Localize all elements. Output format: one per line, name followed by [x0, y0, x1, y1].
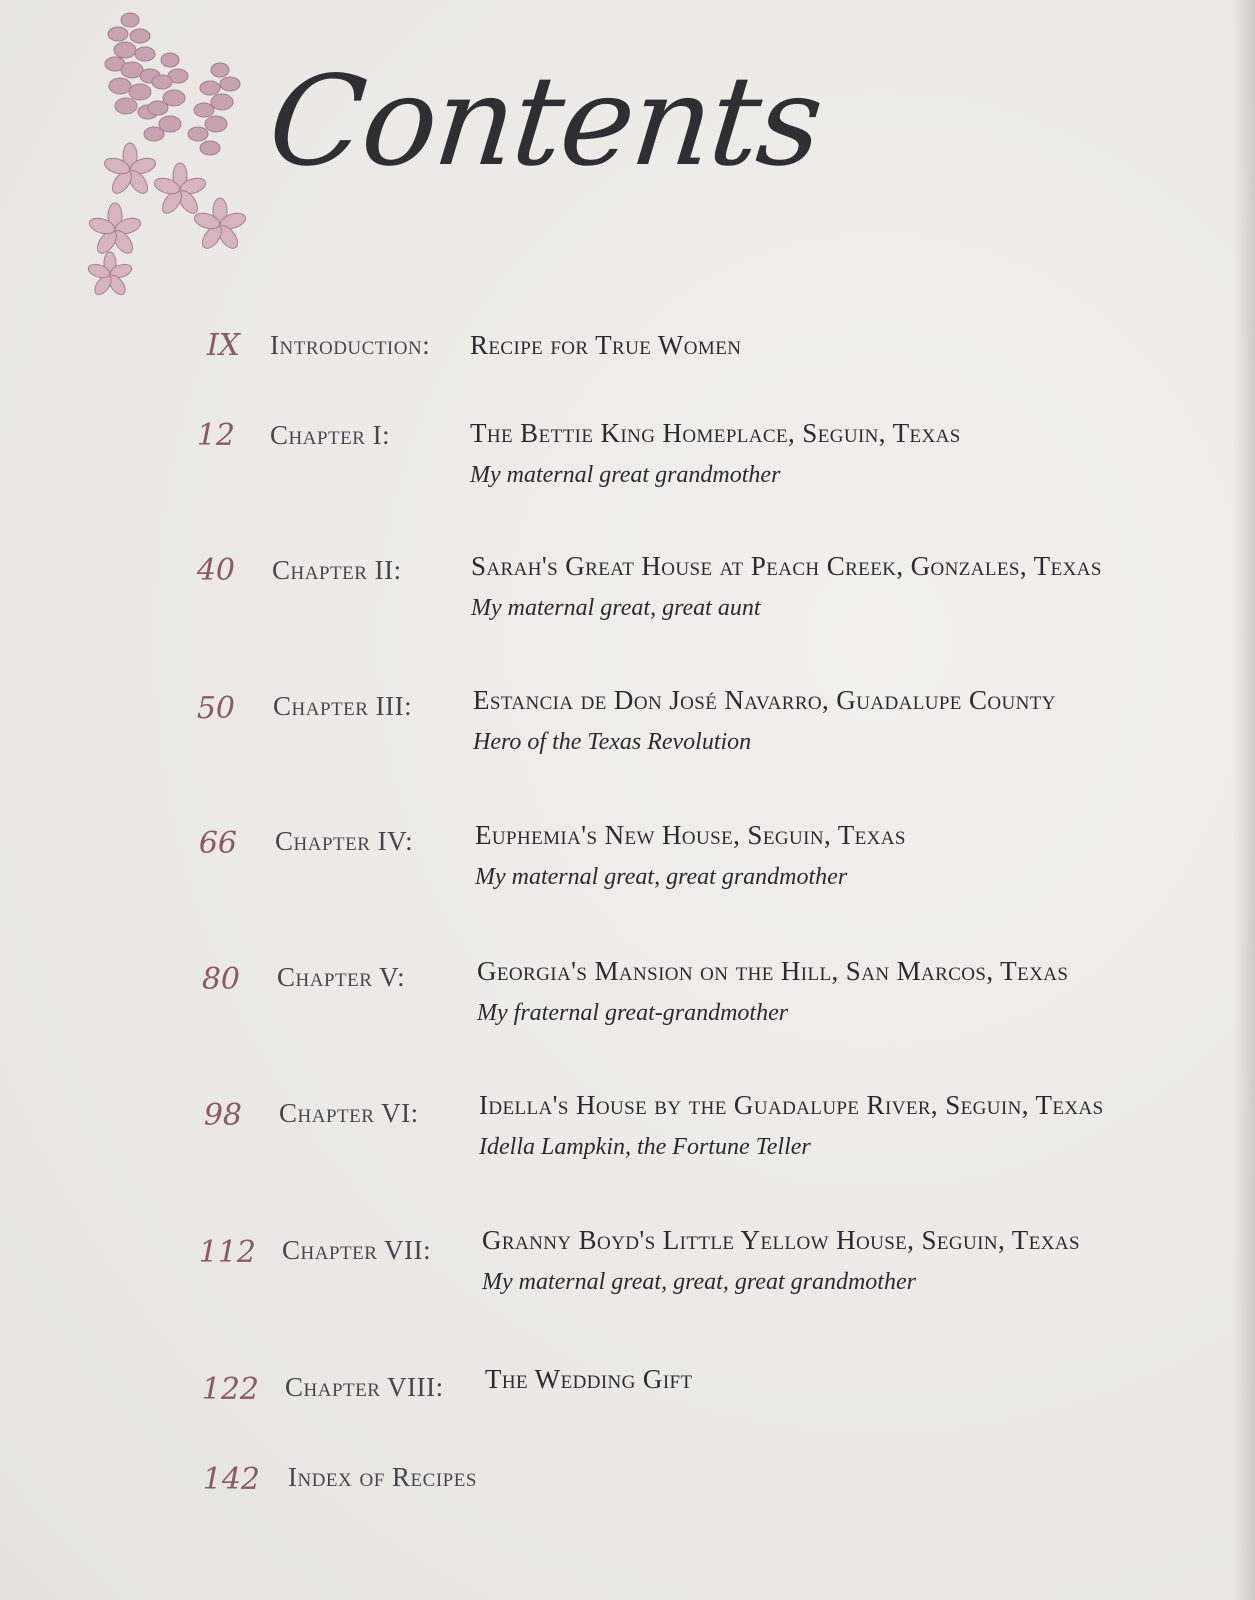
toc-subtitle: My maternal great, great grandmother: [475, 864, 848, 890]
toc-subtitle: Hero of the Texas Revolution: [473, 729, 752, 755]
toc-subtitle: Idella Lampkin, the Fortune Teller: [479, 1134, 811, 1160]
toc-heading: The Wedding Gift: [485, 1364, 693, 1394]
toc-label: Chapter III:: [273, 691, 413, 721]
toc-subtitle: My maternal great, great aunt: [471, 595, 761, 621]
toc-heading: Estancia de Don José Navarro, Guadalupe County: [473, 685, 1056, 715]
toc-heading: The Bettie King Homeplace, Seguin, Texas: [470, 418, 961, 448]
flower-stalk-middle: [144, 53, 188, 141]
toc-heading: Sarah's Great House at Peach Creek, Gonzales, Texas: [471, 551, 1102, 581]
toc-subtitle: My maternal great grandmother: [470, 462, 781, 488]
toc-label: Chapter IV:: [275, 826, 414, 856]
page-title: Contents: [262, 50, 828, 194]
toc-subtitle: My fraternal great-grandmother: [477, 1000, 789, 1026]
lavender-flower-icon: [70, 0, 270, 300]
toc-label: Chapter VII:: [282, 1235, 432, 1265]
toc-heading: Recipe for True Women: [470, 330, 742, 360]
flower-stalk-right: [188, 63, 240, 155]
page-edge-shadow: [1233, 0, 1255, 1600]
toc-label: Chapter VI:: [279, 1098, 419, 1128]
toc-label: Chapter II:: [272, 555, 402, 585]
toc-page-number: 98: [203, 1098, 242, 1133]
toc-page-number: 50: [196, 691, 235, 726]
toc-page-number: 80: [201, 962, 240, 997]
toc-page-number: 12: [196, 418, 235, 453]
toc-page-number: IX: [206, 328, 240, 363]
toc-label: Chapter V:: [277, 962, 406, 992]
toc-label: Chapter VIII:: [285, 1372, 444, 1402]
toc-page-number: 142: [202, 1462, 260, 1497]
toc-page-number: 66: [198, 826, 237, 861]
toc-subtitle: My maternal great, great, great grandmother: [482, 1269, 916, 1295]
toc-label: Chapter I:: [270, 420, 391, 450]
toc-heading: Granny Boyd's Little Yellow House, Seguin, Texas: [482, 1225, 1080, 1255]
toc-heading: Georgia's Mansion on the Hill, San Marcos, Texas: [477, 956, 1069, 986]
toc-heading: Euphemia's New House, Seguin, Texas: [475, 820, 906, 850]
toc-page-number: 40: [196, 553, 235, 588]
toc-heading: Idella's House by the Guadalupe River, Seguin, Texas: [479, 1090, 1104, 1120]
toc-label: Index of Recipes: [288, 1462, 477, 1492]
toc-page-number: 122: [201, 1372, 259, 1407]
toc-page-number: 112: [198, 1235, 256, 1270]
toc-label: Introduction:: [270, 330, 431, 360]
